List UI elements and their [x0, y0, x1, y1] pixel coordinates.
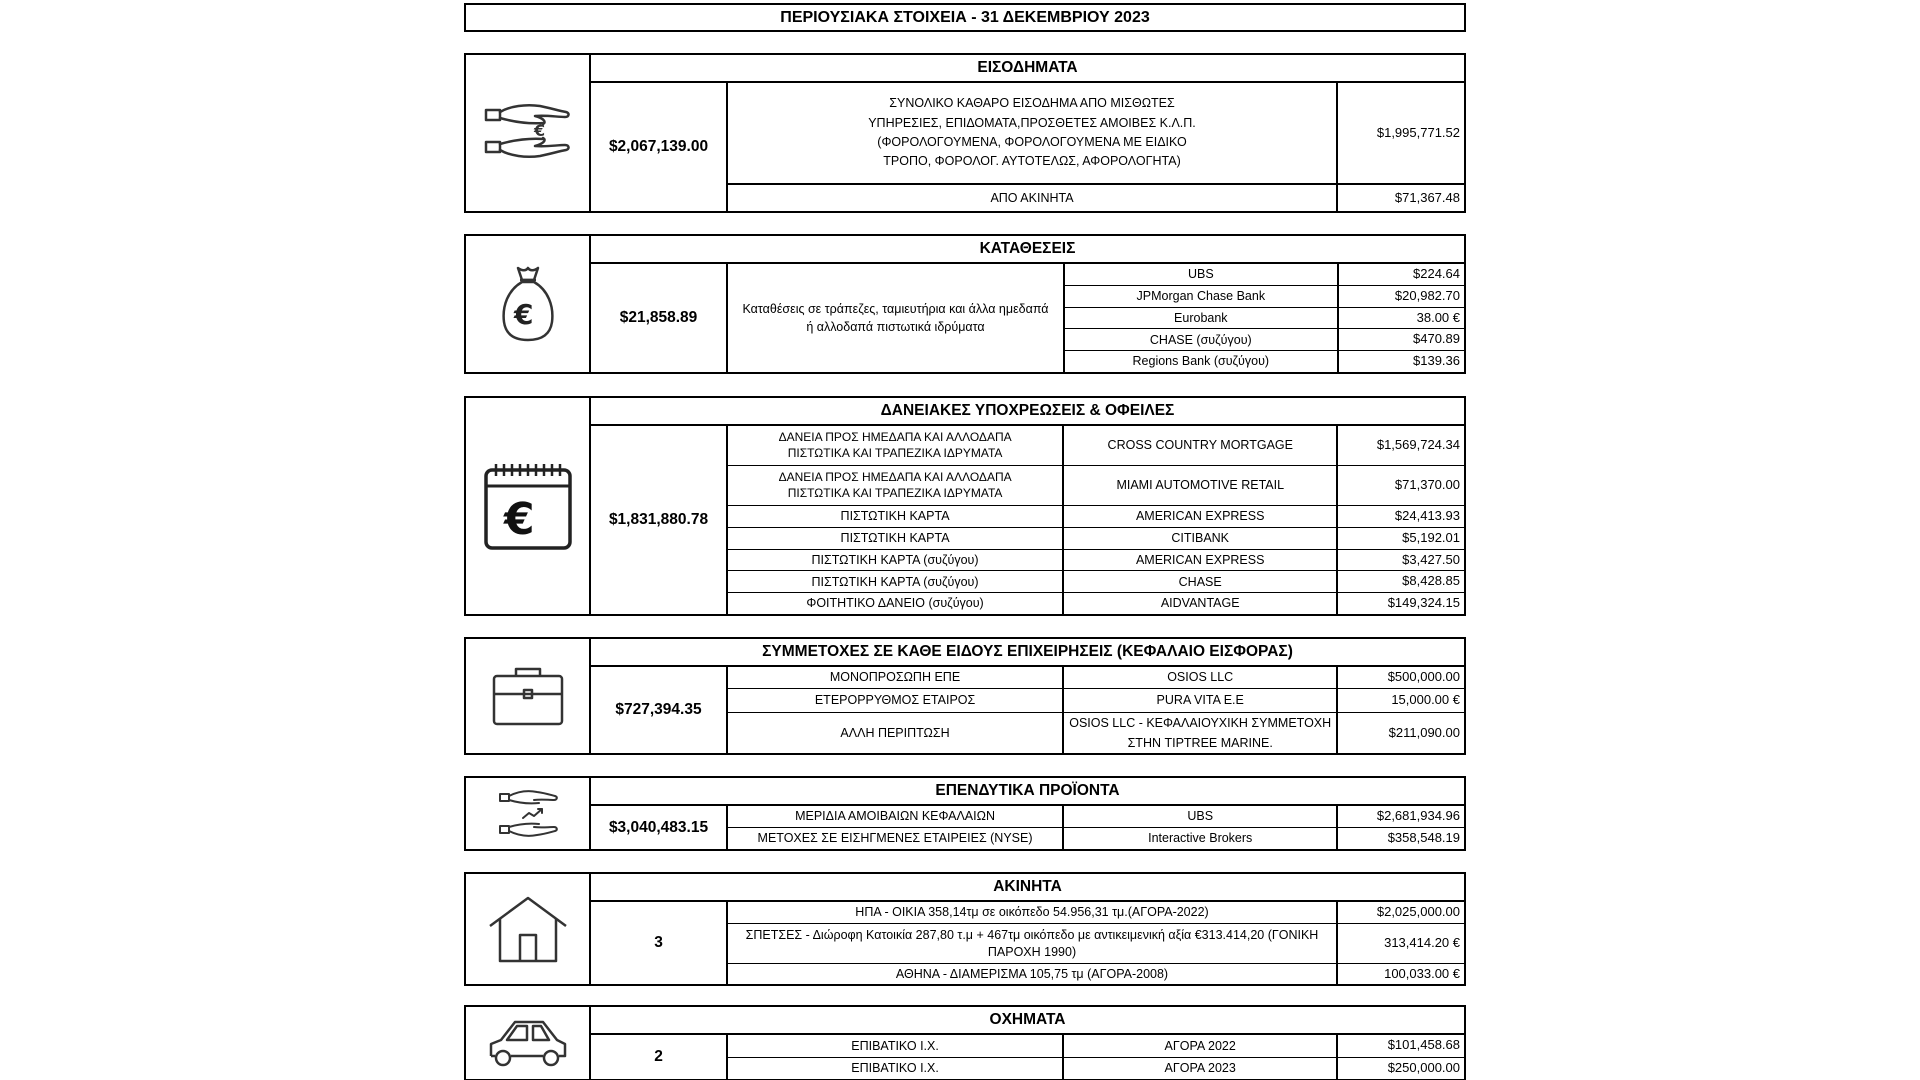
table-row: [728, 828, 1464, 849]
investments-header: ΕΠΕΝΔΥΤΙΚΑ ΠΡΟΪΟΝΤΑ: [591, 778, 1464, 806]
row-amount: $224.64: [1413, 265, 1460, 281]
briefcase-icon: [490, 664, 566, 728]
section-realestate: [464, 872, 1466, 986]
row-institution: Eurobank: [1065, 308, 1339, 329]
svg-text:€: €: [503, 494, 535, 545]
investments-rows: [728, 806, 1464, 849]
row-institution: MIAMI AUTOMOTIVE RETAIL: [1064, 466, 1338, 505]
row-description: ΣΥΝΟΛΙΚΟ ΚΑΘΑΡΟ ΕΙΣΟΔΗΜΑ ΑΠΟ ΜΙΣΘΩΤΕΣ ΥΠΗΡΕΣΙΕΣ, ΕΠΙΔΟΜΑΤΑ,ΠΡΟΣΘΕΤΕΣ ΑΜΟΙΒΕΣ Κ.Λ.Π.(ΦΟΡΟΛΟΓΟΥΜΕΝΑ, ΦΟΡΟΛΟΓΟΥΜΕΝΑ ΜΕ ΕΙΔΙΚΟ ΤΡΟΠΟ, ΦΟΡΟΛΟΓ. ΑΥΤΟΤΕΛΩΣ, ΑΦΟΡΟΛΟΓΗΤΑ): [728, 83, 1338, 183]
row-amount: $71,367.48: [1394, 189, 1460, 205]
realestate-total: 3: [591, 902, 728, 984]
vehicles-rows: [728, 1035, 1464, 1079]
section-investments: [464, 776, 1466, 851]
table-row: [728, 1035, 1464, 1058]
table-row: [728, 902, 1464, 924]
vehicles-header: ΟΧΗΜΑΤΑ: [591, 1007, 1464, 1035]
money-bag-euro-icon: [498, 264, 558, 344]
row-amount: $2,025,000.00: [1376, 904, 1460, 920]
row-institution: CHASE (συζύγου): [1065, 329, 1339, 350]
row-institution: ΑΓΟΡΑ 2023: [1064, 1058, 1338, 1080]
loans-header: ΔΑΝΕΙΑΚΕΣ ΥΠΟΧΡΕΩΣΕΙΣ & ΟΦΕΙΛΕΣ: [591, 398, 1464, 426]
section-loans: [464, 396, 1466, 616]
row-amount: 100,033.00 €: [1384, 965, 1460, 981]
row-description: ΗΠΑ - ΟΙΚΙΑ 358,14τμ σε οικόπεδο 54.956,31 τμ.(ΑΓΟΡΑ-2022): [728, 902, 1338, 923]
section-income: [464, 53, 1466, 213]
svg-text:€: €: [533, 121, 545, 140]
row-description: ΑΠΟ ΑΚΙΝΗΤΑ: [728, 185, 1338, 211]
row-description: ΜΕΡΙΔΙΑ ΑΜΟΙΒΑΙΩΝ ΚΕΦΑΛΑΙΩΝ: [728, 806, 1064, 827]
table-row: [728, 689, 1464, 713]
row-amount: $139.36: [1413, 353, 1460, 369]
table-row: [1065, 351, 1464, 372]
row-description: ΑΘΗΝΑ - ΔΙΑΜΕΡΙΣΜΑ 105,75 τμ (ΑΓΟΡΑ-2008): [728, 964, 1338, 984]
svg-text:€: €: [513, 298, 533, 331]
loans-icon-cell: [466, 398, 591, 614]
row-institution: CITIBANK: [1064, 528, 1338, 549]
realestate-rows: [728, 902, 1464, 984]
table-row: [728, 185, 1464, 211]
row-description: ΠΙΣΤΩΤΙΚΗ ΚΑΡΤΑ (συζύγου): [728, 550, 1064, 571]
row-amount: $1,995,771.52: [1376, 124, 1460, 140]
row-description: ΦΟΙΤΗΤΙΚΟ ΔΑΝΕΙΟ (συζύγου): [728, 593, 1064, 614]
row-amount: $149,324.15: [1387, 595, 1460, 611]
row-institution: Interactive Brokers: [1064, 828, 1338, 849]
row-amount: $250,000.00: [1387, 1059, 1460, 1075]
row-amount: $3,427.50: [1402, 551, 1460, 567]
row-description: ΔΑΝΕΙΑ ΠΡΟΣ ΗΜΕΔΑΠΑ ΚΑΙ ΑΛΛΟΔΑΠΑ ΠΙΣΤΩΤΙΚΑ ΚΑΙ ΤΡΑΠΕΖΙΚΑ ΙΔΡΥΜΑΤΑ: [728, 426, 1064, 465]
car-icon: [485, 1012, 571, 1074]
row-institution: CHASE: [1064, 571, 1338, 592]
row-amount: $1,569,724.34: [1376, 437, 1460, 453]
row-institution: OSIOS LLC - ΚΕΦΑΛΑΙΟΥΧΙΚΗ ΣΥΜΜΕΤΟΧΗ ΣΤΗΝ TIPTREE MARINE.: [1064, 713, 1338, 753]
row-description: ΕΠΙΒΑΤΙΚΟ Ι.Χ.: [728, 1058, 1064, 1080]
deposits-rows: [1065, 264, 1464, 372]
row-amount: $8,428.85: [1402, 573, 1460, 589]
participations-icon-cell: [466, 639, 591, 753]
row-description: ΠΙΣΤΩΤΙΚΗ ΚΑΡΤΑ (συζύγου): [728, 571, 1064, 592]
row-amount: $358,548.19: [1387, 830, 1460, 846]
row-amount: $2,681,934.96: [1376, 808, 1460, 824]
deposits-description: Καταθέσεις σε τράπεζες, ταμιευτήρια και άλλα ημεδαπά ή αλλοδαπά πιστωτικά ιδρύματα: [728, 264, 1065, 372]
realestate-header: ΑΚΙΝΗΤΑ: [591, 874, 1464, 902]
table-row: [728, 1058, 1464, 1080]
income-icon-cell: [466, 55, 591, 211]
participations-rows: [728, 667, 1464, 753]
row-institution: JPMorgan Chase Bank: [1065, 286, 1339, 307]
section-vehicles: [464, 1005, 1466, 1080]
row-amount: $500,000.00: [1387, 669, 1460, 685]
table-row: [728, 964, 1464, 984]
row-description: ΠΙΣΤΩΤΙΚΗ ΚΑΡΤΑ: [728, 528, 1064, 549]
row-amount: 15,000.00 €: [1391, 692, 1460, 708]
row-amount: $101,458.68: [1387, 1037, 1460, 1053]
row-institution: AIDVANTAGE: [1064, 593, 1338, 614]
table-row: [728, 550, 1464, 572]
income-rows: [728, 83, 1464, 211]
realestate-icon-cell: [466, 874, 591, 984]
row-amount: $470.89: [1413, 331, 1460, 347]
table-row: [728, 713, 1464, 753]
row-institution: ΑΓΟΡΑ 2022: [1064, 1035, 1338, 1057]
income-total: $2,067,139.00: [591, 83, 728, 211]
row-institution: UBS: [1064, 806, 1338, 827]
table-row: [728, 571, 1464, 593]
row-amount: 313,414.20 €: [1384, 935, 1460, 951]
hands-growth-icon: [497, 786, 559, 842]
row-amount: $211,090.00: [1388, 724, 1460, 740]
row-amount: $20,982.70: [1394, 287, 1460, 303]
income-header: ΕΙΣΟΔΗΜΑΤΑ: [591, 55, 1464, 83]
table-row: [728, 466, 1464, 506]
deposits-header: ΚΑΤΑΘΕΣΕΙΣ: [591, 236, 1464, 264]
house-icon: [486, 894, 570, 964]
row-amount: $71,370.00: [1394, 477, 1460, 493]
table-row: [728, 426, 1464, 466]
row-description: ΜΟΝΟΠΡΟΣΩΠΗ ΕΠΕ: [728, 667, 1064, 688]
table-row: [728, 924, 1464, 964]
deposits-icon-cell: [466, 236, 591, 372]
row-amount: $5,192.01: [1402, 529, 1460, 545]
participations-header: ΣΥΜΜΕΤΟΧΕΣ ΣΕ ΚΑΘΕ ΕΙΔΟΥΣ ΕΠΙΧΕΙΡΗΣΕΙΣ (ΚΕΦΑΛΑΙΟ ΕΙΣΦΟΡΑΣ): [591, 639, 1464, 667]
table-row: [728, 83, 1464, 185]
calendar-euro-icon: [482, 460, 574, 552]
section-deposits: [464, 234, 1466, 374]
row-description: ΠΙΣΤΩΤΙΚΗ ΚΑΡΤΑ: [728, 506, 1064, 527]
row-description: ΕΤΕΡΟΡΡΥΘΜΟΣ ΕΤΑΙΡΟΣ: [728, 689, 1064, 712]
row-amount: $24,413.93: [1394, 507, 1460, 523]
section-participations: [464, 637, 1466, 755]
table-row: [728, 528, 1464, 550]
investments-total: $3,040,483.15: [591, 806, 728, 849]
table-row: [728, 806, 1464, 828]
row-institution: Regions Bank (συζύγου): [1065, 351, 1339, 372]
vehicles-icon-cell: [466, 1007, 591, 1079]
table-row: [728, 506, 1464, 528]
loans-rows: [728, 426, 1464, 614]
loans-total: $1,831,880.78: [591, 426, 728, 614]
row-institution: UBS: [1065, 264, 1339, 285]
table-row: [1065, 329, 1464, 351]
row-institution: OSIOS LLC: [1064, 667, 1338, 688]
table-row: [1065, 308, 1464, 330]
row-description: ΜΕΤΟΧΕΣ ΣΕ ΕΙΣΗΓΜΕΝΕΣ ΕΤΑΙΡΕΙΕΣ (NYSE): [728, 828, 1064, 849]
table-row: [728, 667, 1464, 689]
table-row: [1065, 264, 1464, 286]
row-institution: AMERICAN EXPRESS: [1064, 550, 1338, 571]
row-institution: AMERICAN EXPRESS: [1064, 506, 1338, 527]
row-description: ΔΑΝΕΙΑ ΠΡΟΣ ΗΜΕΔΑΠΑ ΚΑΙ ΑΛΛΟΔΑΠΑ ΠΙΣΤΩΤΙΚΑ ΚΑΙ ΤΡΑΠΕΖΙΚΑ ΙΔΡΥΜΑΤΑ: [728, 466, 1064, 505]
row-institution: PURA VITA E.E: [1064, 689, 1338, 712]
hands-euro-icon: [480, 98, 576, 168]
table-row: [728, 593, 1464, 614]
row-description: ΣΠΕΤΣΕΣ - Διώροφη Κατοικία 287,80 τ.μ + 467τμ οικόπεδο με αντικειμενική αξία €313.414,20 (ΓΟΝΙΚΗ ΠΑΡΟΧΗ 1990): [728, 924, 1338, 963]
row-description: ΕΠΙΒΑΤΙΚΟ Ι.Χ.: [728, 1035, 1064, 1057]
vehicles-total: 2: [591, 1035, 728, 1079]
page-title: ΠΕΡΙΟΥΣΙΑΚΑ ΣΤΟΙΧΕΙΑ - 31 ΔΕΚΕΜΒΡΙΟΥ 2023: [464, 3, 1466, 32]
row-amount: 38.00 €: [1416, 309, 1460, 325]
row-description: ΑΛΛΗ ΠΕΡΙΠΤΩΣΗ: [728, 713, 1064, 753]
deposits-total: $21,858.89: [591, 264, 728, 372]
table-row: [1065, 286, 1464, 308]
row-institution: CROSS COUNTRY MORTGAGE: [1064, 426, 1338, 465]
participations-total: $727,394.35: [591, 667, 728, 753]
investments-icon-cell: [466, 778, 591, 849]
